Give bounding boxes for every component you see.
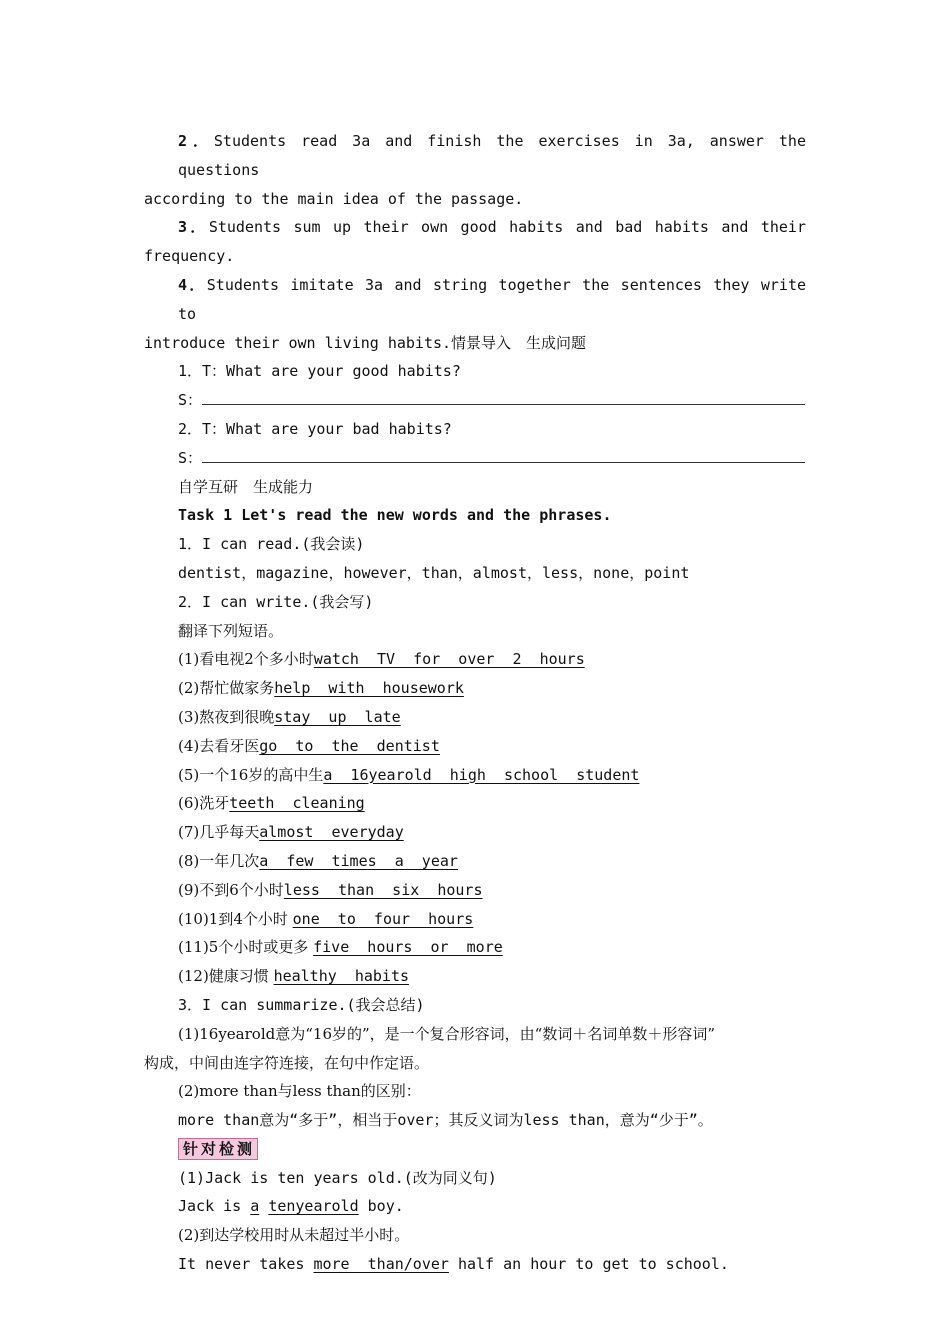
- blank-answer: tenyearold: [268, 1197, 359, 1216]
- step-3-line2: frequency.: [144, 247, 235, 266]
- exercise-2-prompt: (2)到达学校用时从未超过半小时。: [178, 1226, 410, 1245]
- phrase-answer: a 16yearold high school student: [323, 765, 640, 784]
- document-page: [144, 127, 806, 1279]
- exercise-1-answer: Jack is a tenyearold boy.: [178, 1197, 404, 1216]
- step-2-line2: according to the main idea of the passage.: [144, 189, 524, 208]
- phrase-answer: five hours or more: [313, 938, 503, 957]
- phrase-item: (2)帮忙做家务help with housework: [178, 679, 464, 698]
- phrase-item: (5)一个16岁的高中生a 16yearold high school student: [178, 765, 640, 784]
- read-heading: 1．I can read.(我会读): [178, 535, 365, 554]
- phrase-answer: one to four hours: [292, 909, 474, 928]
- phrase-answer: almost everyday: [259, 823, 404, 842]
- phrase-item: (11)5个小时或更多 five hours or more: [178, 938, 503, 957]
- step-3-line1: 3．Students sum up their own good habits and bad habits and their: [178, 218, 806, 237]
- phrase-answer: help with housework: [274, 679, 464, 698]
- check-tag: 针对检测: [178, 1138, 258, 1160]
- answer-blank-2[interactable]: [202, 446, 805, 463]
- phrase-answer: a few times a year: [259, 851, 458, 870]
- phrase-item: (8)一年几次a few times a year: [178, 851, 458, 870]
- blank-answer: more than/over: [313, 1255, 449, 1274]
- step-4-line1: 4．Students imitate 3a and string together the sentences they write to: [178, 275, 807, 323]
- phrase-item: (3)熬夜到很晚stay up late: [178, 707, 401, 726]
- phrase-answer: healthy habits: [273, 967, 410, 986]
- question-1: 1．T：What are your good habits?: [178, 362, 461, 381]
- check-tag-row: [144, 1135, 806, 1164]
- exercise-1-prompt: (1)Jack is ten years old.(改为同义句): [178, 1168, 497, 1187]
- summarize-p1-line2: 构成，中间由连字符连接，在句中作定语。: [144, 1053, 430, 1072]
- phrase-item: (6)洗牙teeth cleaning: [178, 794, 365, 813]
- read-words: dentist，magazine，however，than，almost，less，none，point: [178, 563, 690, 582]
- question-2: 2．T：What are your bad habits?: [178, 419, 452, 438]
- step-4-line2: introduce their own living habits.情景导入 生成问题: [144, 333, 587, 352]
- phrase-item: (9)不到6个小时less than six hours: [178, 880, 483, 899]
- write-heading: 2．I can write.(我会写): [178, 592, 374, 611]
- summarize-p1-line1: (1)16yearold意为“16岁的”，是一个复合形容词，由“数词＋名词单数＋形容词”: [178, 1024, 715, 1043]
- answer-line-2: S：: [144, 444, 806, 473]
- section-title: 自学互研 生成能力: [178, 477, 314, 496]
- phrase-item: (7)几乎每天almost everyday: [178, 823, 404, 842]
- phrase-item: (10)1到4个小时 one to four hours: [178, 909, 474, 928]
- summarize-p2-line1: (2)more than与less than的区别：: [178, 1082, 421, 1101]
- task-1-title: Task 1 Let's read the new words and the phrases.: [178, 506, 612, 525]
- phrase-item: (12)健康习惯 healthy habits: [178, 967, 410, 986]
- blank-answer: a: [250, 1197, 260, 1216]
- scenario-heading: 情景导入 生成问题: [451, 333, 587, 352]
- phrase-item: (1)看电视2个多小时watch TV for over 2 hours: [178, 650, 585, 669]
- phrase-answer: teeth cleaning: [229, 794, 365, 813]
- answer-blank-1[interactable]: [202, 388, 805, 405]
- step-2-line1: 2．Students read 3a and finish the exercises in 3a, answer the questions: [178, 132, 806, 179]
- phrase-item: (4)去看牙医go to the dentist: [178, 736, 440, 755]
- write-instruction: 翻译下列短语。: [178, 621, 284, 640]
- phrase-answer: less than six hours: [283, 880, 483, 899]
- summarize-heading: 3．I can summarize.(我会总结): [178, 995, 425, 1014]
- phrase-answer: stay up late: [274, 707, 401, 726]
- phrase-answer: watch TV for over 2 hours: [313, 650, 585, 669]
- phrase-answer: go to the dentist: [259, 736, 440, 755]
- summarize-p2-line2: more than意为“多于”，相当于over；其反义词为less than，意为“少于”。: [178, 1111, 713, 1130]
- answer-line-1: S：: [144, 386, 806, 415]
- exercise-2-answer: It never takes more than/over half an hour to get to school.: [178, 1255, 729, 1274]
